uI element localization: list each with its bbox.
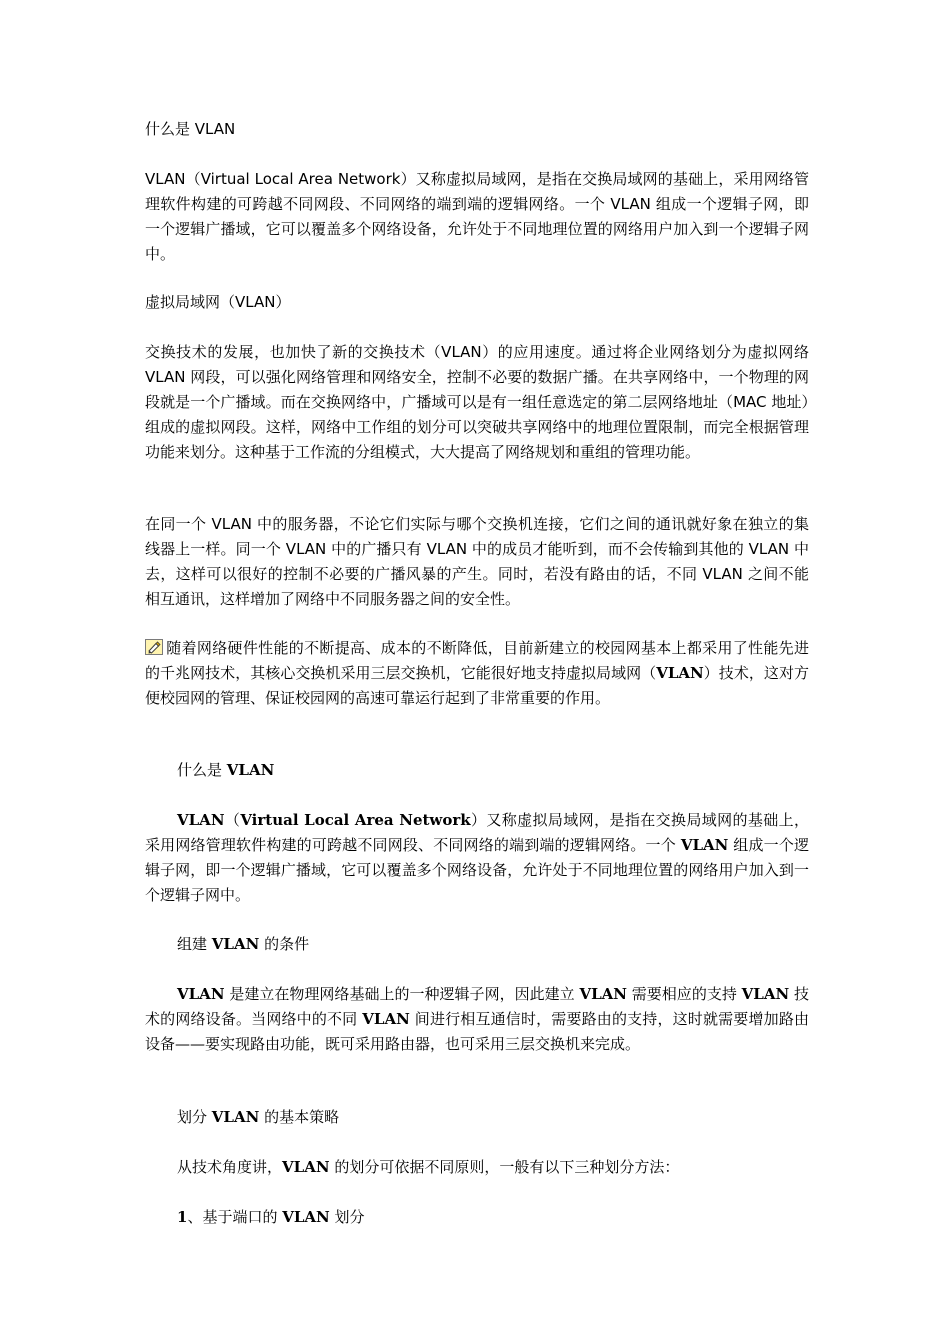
strategy-title-c: 的基本策略 <box>259 1108 340 1126</box>
strategy-vlan: VLAN <box>282 1158 330 1176</box>
cond-text-f: 技术的网络设备。当网络中的不同 <box>145 985 809 1028</box>
campus-text-vlan: VLAN <box>656 664 704 682</box>
heading-vlan-conditions <box>145 932 809 957</box>
cond-vlan-3: VLAN <box>741 985 790 1003</box>
def2-text-d: ）又称虚拟局域网，是指在交换局域网的基础上，采用网络管理软件构建的可跨越不同网段、不同网络的端到端的逻辑网络。一个 <box>145 811 809 854</box>
paragraph-switching-technology: 交换技术的发展，也加快了新的交换技术（VLAN）的应用速度。通过将企业网络划分为虚拟网络 VLAN 网段，可以强化网络管理和网络安全，控制不必要的数据广播。在共享网络中，一个物理的网段就是一个广播域。而在交换网络中，广播域可以是有一组任意选定的第二层网络地址（MAC 地址）组成的虚拟网段。这样，网络中工作组的划分可以突破共享网络中的地理位置限制，而完全根据管理功能来划分。这种基于工作流的分组模式，大大提高了网络规划和重组的管理功能。 <box>145 343 809 461</box>
cond-text-d: 需要相应的支持 <box>626 985 742 1003</box>
def2-paren-open: （ <box>224 811 241 829</box>
campus-text-c: ）技术，这对方便校园网的管理、保证校园网的高速可靠运行起到了非常重要的作用。 <box>145 664 809 707</box>
strategy-text-a: 从技术角度讲， <box>177 1158 283 1176</box>
def2-vlan-2: VLAN <box>680 836 729 854</box>
def2-vlan: VLAN <box>177 811 225 829</box>
strategy-title-vlan: VLAN <box>211 1108 260 1126</box>
cond-vlan-2: VLAN <box>579 985 627 1003</box>
paragraph-vlan-strategy <box>145 1155 809 1180</box>
heading-what-is-vlan-2 <box>145 758 809 783</box>
port-text-b: 、基于端口的 <box>187 1208 283 1226</box>
heading-port-based-vlan <box>145 1205 809 1230</box>
heading-what-is-vlan: 什么是 VLAN <box>145 120 236 138</box>
port-vlan: VLAN <box>282 1208 330 1226</box>
heading-text-a: 什么是 <box>177 761 227 779</box>
cond-title-vlan: VLAN <box>211 935 260 953</box>
heading-vlan-strategy <box>145 1105 809 1130</box>
port-text-d: 划分 <box>329 1208 365 1226</box>
paragraph-vlan-conditions <box>145 982 809 1057</box>
cond-vlan-4: VLAN <box>362 1010 410 1028</box>
cond-title-a: 组建 <box>177 935 212 953</box>
strategy-text-c: 的划分可依据不同原则，一般有以下三种划分方法： <box>329 1158 680 1176</box>
paragraph-vlan-definition-2 <box>145 808 809 908</box>
cond-title-c: 的条件 <box>259 935 310 953</box>
cond-vlan-1: VLAN <box>177 985 225 1003</box>
strategy-title-a: 划分 <box>177 1108 212 1126</box>
paragraph-campus-network <box>145 636 809 711</box>
cond-text-b: 是建立在物理网络基础上的一种逻辑子网，因此建立 <box>224 985 580 1003</box>
def2-text-f: 组成一个逻辑子网，即一个逻辑广播域，它可以覆盖多个网络设备，允许处于不同地理位置的网络用户加入到一个逻辑子网中。 <box>145 836 809 904</box>
paragraph-vlan-definition: VLAN（Virtual Local Area Network）又称虚拟局域网，是指在交换局域网的基础上，采用网络管理软件构建的可跨越不同网段、不同网络的端到端的逻辑网络。一个 VLAN 组成一个逻辑子网，即一个逻辑广播域，它可以覆盖多个网络设备，允许处于不同地理位置的网络用户加入到一个逻辑子网中。 <box>145 170 809 263</box>
note-pencil-icon <box>145 638 163 654</box>
paragraph-vlan-servers: 在同一个 VLAN 中的服务器，不论它们实际与哪个交换机连接，它们之间的通讯就好象在独立的集线器上一样。同一个 VLAN 中的广播只有 VLAN 中的成员才能听到，而不会传输到其他的 VLAN 中去，这样可以很好的控制不必要的广播风暴的产生。同时，若没有路由的话，不同 VLAN 之间不能相互通讯，这样增加了网络中不同服务器之间的安全性。 <box>145 515 809 608</box>
def2-full-name: Virtual Local Area Network <box>240 811 471 829</box>
campus-text-a: 随着网络硬件性能的不断提高、成本的不断降低，目前新建立的校园网基本上都采用了性能先进的千兆网技术，其核心交换机采用三层交换机，它能很好地支持虚拟局域网（ <box>145 639 809 682</box>
heading-virtual-lan: 虚拟局域网（VLAN） <box>145 293 291 311</box>
cond-text-h: 间进行相互通信时，需要路由的支持，这时就需要增加路由设备——要实现路由功能，既可采用路由器，也可采用三层交换机来完成。 <box>145 1010 809 1053</box>
port-number: 1 <box>177 1208 188 1226</box>
heading-text-vlan: VLAN <box>226 761 275 779</box>
